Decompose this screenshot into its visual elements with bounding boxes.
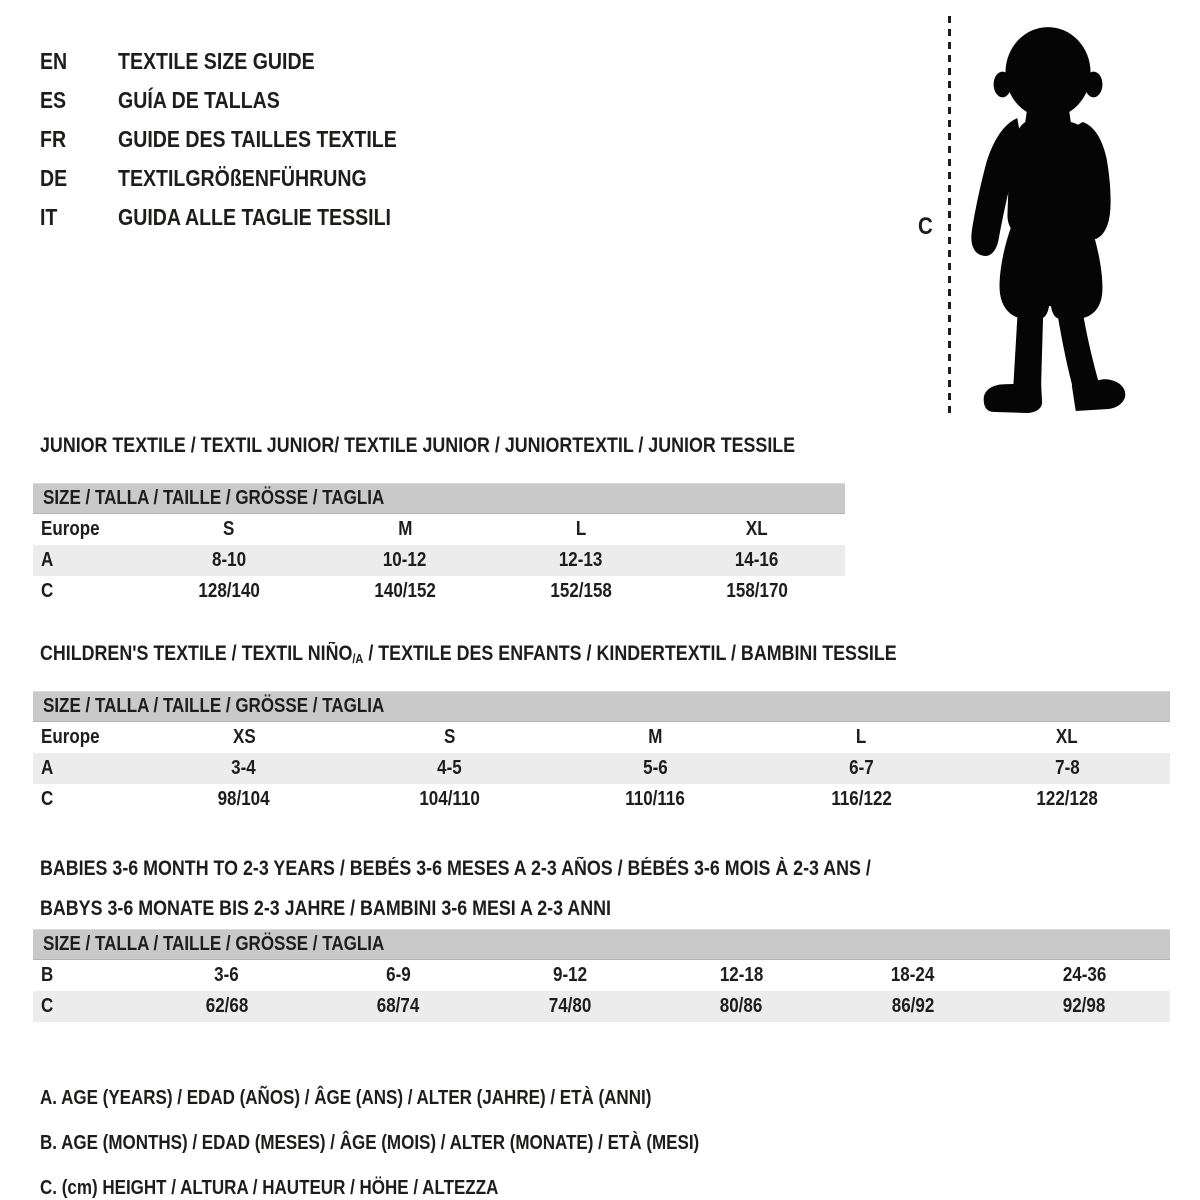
size-cell-text: 3-4 — [231, 757, 257, 779]
row-label — [33, 549, 141, 572]
size-header-band — [33, 691, 1170, 722]
size-cell — [141, 549, 317, 572]
size-cell — [141, 964, 313, 987]
size-header-band — [33, 483, 845, 514]
row-label-text: A — [41, 549, 54, 571]
size-cell-text: 14-16 — [735, 549, 779, 571]
size-cell — [313, 995, 485, 1018]
language-code: DE — [40, 165, 68, 191]
title-text: JUNIOR TEXTILE / TEXTIL JUNIOR/ TEXTILE JUNIOR / JUNIORTEXTIL / JUNIOR TESSILE — [40, 434, 796, 457]
row-label-text: A — [41, 757, 54, 779]
toddler-silhouette — [956, 22, 1144, 420]
size-cell — [141, 580, 317, 603]
size-cell — [347, 788, 553, 811]
size-cell — [493, 580, 669, 603]
legend-text: B. AGE (MONTHS) / EDAD (MESES) / ÂGE (MOIS) / ALTER (MONATE) / ETÀ (MESI) — [40, 1132, 700, 1154]
size-cell — [964, 788, 1170, 811]
row-label-text: C — [41, 580, 54, 602]
language-code: IT — [40, 204, 58, 230]
table-row-b — [33, 960, 1170, 991]
legend-text: C. (cm) HEIGHT / ALTURA / HAUTEUR / HÖHE / ALTEZZA — [40, 1177, 499, 1199]
size-cell-text: 9-12 — [552, 964, 587, 986]
height-measure-label — [918, 213, 935, 241]
language-title: TEXTILE SIZE GUIDE — [118, 48, 315, 74]
babies-section-title — [40, 849, 1018, 929]
title-text-suffix: / TEXTILE DES ENFANTS / KINDERTEXTIL / BAMBINI TESSILE — [363, 642, 897, 665]
row-label — [33, 518, 141, 541]
size-cell-text: 3-6 — [214, 964, 240, 986]
size-cell-text: M — [397, 518, 413, 540]
size-cell — [347, 757, 553, 780]
size-cell-text: M — [648, 726, 663, 748]
size-cell — [141, 995, 313, 1018]
size-cell — [553, 757, 759, 780]
language-row-en — [40, 42, 446, 81]
row-label-text: C — [41, 788, 54, 810]
size-cell — [493, 518, 669, 541]
row-label — [33, 788, 141, 811]
table-row-c — [33, 576, 845, 607]
size-cell-text: 6-9 — [385, 964, 411, 986]
size-cell — [317, 518, 493, 541]
language-row-es — [40, 81, 446, 120]
children-size-table — [33, 691, 1170, 815]
size-cell — [964, 726, 1170, 749]
table-row-europe — [33, 722, 1170, 753]
measurement-legend — [40, 1076, 816, 1200]
size-cell — [484, 964, 656, 987]
size-cell-text: 12-13 — [559, 549, 603, 571]
size-cell-text: 24-36 — [1062, 964, 1106, 986]
language-title: TEXTILGRÖßENFÜHRUNG — [118, 165, 367, 191]
size-cell — [553, 726, 759, 749]
size-cell-text: XL — [746, 518, 768, 540]
size-cell — [999, 995, 1171, 1018]
size-cell — [317, 580, 493, 603]
language-title: GUIDE DES TAILLES TEXTILE — [118, 126, 397, 152]
table-row-c — [33, 784, 1170, 815]
size-cell — [964, 757, 1170, 780]
row-label-text: C — [41, 995, 54, 1017]
row-label-text: B — [41, 964, 54, 986]
size-cell-text: 62/68 — [205, 995, 249, 1017]
size-cell-text: 6-7 — [848, 757, 874, 779]
legend-text: A. AGE (YEARS) / EDAD (AÑOS) / ÂGE (ANS) / ALTER (JAHRE) / ETÀ (ANNI) — [40, 1087, 652, 1109]
size-cell — [669, 580, 845, 603]
row-label — [33, 726, 141, 749]
size-cell-text: 86/92 — [891, 995, 935, 1017]
row-label-text: Europe — [41, 726, 100, 748]
size-cell-text: XS — [232, 726, 256, 748]
legend-line-b — [40, 1121, 816, 1166]
size-cell-text: 4-5 — [437, 757, 462, 779]
table-row-c — [33, 991, 1170, 1022]
language-title-list — [40, 42, 446, 237]
title-text-line2: BABYS 3-6 MONATE BIS 2-3 JAHRE / BAMBINI 3-6 MESI A 2-3 ANNI — [40, 897, 611, 920]
language-title: GUIDA ALLE TAGLIE TESSILI — [118, 204, 391, 230]
table-row-europe — [33, 514, 845, 545]
size-cell-text: 68/74 — [376, 995, 420, 1017]
language-row-fr — [40, 120, 446, 159]
row-label — [33, 995, 141, 1018]
row-label — [33, 580, 141, 603]
size-header-text: SIZE / TALLA / TAILLE / GRÖSSE / TAGLIA — [43, 487, 385, 509]
legend-line-c — [40, 1166, 816, 1200]
size-cell — [669, 549, 845, 572]
size-cell — [141, 757, 347, 780]
title-subscript: /A — [352, 651, 364, 666]
size-cell — [999, 964, 1171, 987]
size-cell — [758, 788, 964, 811]
size-cell — [758, 726, 964, 749]
size-cell — [313, 964, 485, 987]
size-cell — [347, 726, 553, 749]
height-measure-dashed-line — [948, 16, 951, 416]
size-cell-text: 80/86 — [719, 995, 763, 1017]
language-code: FR — [40, 126, 67, 152]
table-row-a — [33, 545, 845, 576]
junior-section-title — [40, 434, 928, 458]
babies-size-table — [33, 929, 1170, 1022]
row-label-text: Europe — [41, 518, 100, 540]
size-cell-text: S — [223, 518, 235, 540]
size-cell-text: 110/116 — [625, 788, 686, 810]
size-cell-text: 152/158 — [550, 580, 612, 602]
size-cell — [827, 964, 999, 987]
size-cell-text: 12-18 — [719, 964, 763, 986]
language-row-de — [40, 159, 446, 198]
table-row-a — [33, 753, 1170, 784]
size-cell-text: 18-24 — [891, 964, 935, 986]
size-header-band — [33, 929, 1170, 960]
size-cell-text: L — [575, 518, 587, 540]
language-code: EN — [40, 48, 68, 74]
size-cell-text: 5-6 — [643, 757, 668, 779]
size-cell-text: 98/104 — [217, 788, 270, 810]
title-text: CHILDREN'S TEXTILE / TEXTIL NIÑO — [40, 642, 353, 665]
size-cell-text: 140/152 — [374, 580, 436, 602]
size-cell-text: 158/170 — [726, 580, 788, 602]
size-cell-text: 122/128 — [1036, 788, 1098, 810]
size-cell — [553, 788, 759, 811]
size-header-text: SIZE / TALLA / TAILLE / GRÖSSE / TAGLIA — [43, 695, 385, 717]
size-cell — [484, 995, 656, 1018]
size-cell-text: L — [856, 726, 867, 748]
size-cell-text: XL — [1056, 726, 1078, 748]
size-cell-text: 74/80 — [548, 995, 592, 1017]
language-code: ES — [40, 87, 67, 113]
size-cell — [493, 549, 669, 572]
size-cell-text: 7-8 — [1054, 757, 1080, 779]
size-cell — [141, 726, 347, 749]
size-cell-text: S — [444, 726, 456, 748]
size-cell-text: 116/122 — [831, 788, 892, 810]
children-section-title — [40, 642, 1048, 666]
size-cell-text: 8-10 — [211, 549, 247, 571]
language-row-it — [40, 198, 446, 237]
size-cell-text: 92/98 — [1062, 995, 1106, 1017]
size-cell — [141, 788, 347, 811]
junior-size-table — [33, 483, 845, 607]
title-text-line1: BABIES 3-6 MONTH TO 2-3 YEARS / BEBÉS 3-6 MESES A 2-3 AÑOS / BÉBÉS 3-6 MOIS À 2-3 ANS / — [40, 857, 871, 880]
size-cell — [317, 549, 493, 572]
size-cell — [141, 518, 317, 541]
height-measure-letter: C — [918, 213, 933, 240]
size-cell — [758, 757, 964, 780]
language-title: GUÍA DE TALLAS — [118, 87, 280, 113]
size-cell-text: 10-12 — [383, 549, 427, 571]
size-cell-text: 128/140 — [198, 580, 260, 602]
row-label — [33, 757, 141, 780]
size-cell — [669, 518, 845, 541]
row-label — [33, 964, 141, 987]
size-cell — [827, 995, 999, 1018]
size-cell — [656, 995, 828, 1018]
size-header-text: SIZE / TALLA / TAILLE / GRÖSSE / TAGLIA — [43, 933, 385, 955]
size-cell-text: 104/110 — [419, 788, 480, 810]
size-cell — [656, 964, 828, 987]
legend-line-a — [40, 1076, 816, 1121]
